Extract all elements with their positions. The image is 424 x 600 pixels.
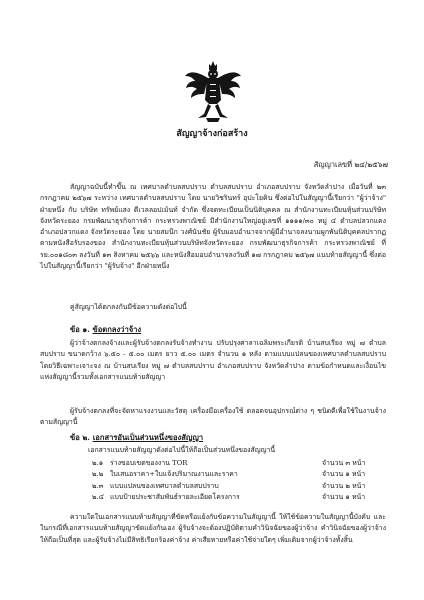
clause-1-text: ผู้ว่าจ้างตกลงจ้างและผู้รับจ้างตกลงรับจ้างทำงาน ปรับปรุงศาลาเฉลิมพระเกียรติ บ้านสบเรียง หมู่ ๗ ตำบลสบปราบ ขนาดกว้าง ๖.๕๐ - ๕.๐๐ เมตร ยาว ๕.๐๐ เมตร จำนวน ๑ หลัง ตามแบบแปลนของเทศบาลตำบลสบปราบ โดยวิธีเฉพาะเจาะจง ณ บ้านสบเรียง หมู่ ๗ ตำบลสบปราบ อำเภอสบปราบ จังหวัดลำปาง ตามข้อกำหนดและเงื่อนไขแห่งสัญญานี้รวมทั้งเอกสารแนบท้ายสัญญา xyxy=(40,339,386,381)
clause-1-title: ข้อตกลงว่าจ้าง xyxy=(92,325,142,334)
clause-1-number: ข้อ ๑. xyxy=(70,325,90,334)
contract-page: สัญญาจ้างก่อสร้าง สัญญาเลขที่ ๒๔/๒๕๖๗ สัญญาฉบับนี้ทำขึ้น ณ เทศบาลตำบลสบปราบ ตำบลสบปราบ อำเภอสบปราบ จังหวัดลำปาง เมื่อวันที่ ๒๓ กรกฎาคม ๒๕๖๗ ระหว่าง เทศบาลตำบลสบปราบ โดย นายวิชรินทร์ อุปะโยคิน ซึ่งต่อไปในสัญญานี้เรียกว่า "ผู้ว่าจ้าง" ฝ่ายหนึ่ง กับ บริษัท ทรัพย์แสง ดีเวลลอปเม้นท์ จำกัด ซึ่งจดทะเบียนเป็นนิติบุคคล ณ สำนักงานทะเบียนหุ้นส่วนบริษัท จังหวัดระยอง กรมพัฒนาธุรกิจการค้า กระทรวงพาณิชย์ มีสำนักงานใหญ่อยู่เลขที่ ๑๑๑๑/๓๐ หมู่ ๔ ตำบลปลวกแดง อำเภอปลวกแดง จังหวัดระยอง โดย นายสมนึก วงศ์นันชัย ผู้รับมอบอำนาจจากผู้มีอำนาจลงนามผูกพันนิติบุคคลปรากฏตามหนังสือรับรองของ สำนักงานทะเบียนหุ้นส่วนบริษัทจังหวัดระยอง กรมพัฒนาธุรกิจการค้า กระทรวงพาณิชย์ ที่ รย.๐๐๑๘๐๓ ลงวันที่ ๑๓ สิงหาคม ๒๕๖๖ และหนังสือมอบอำนาจลงวันที่ ๑๗ กรกฎาคม ๒๕๖๗ แนบท้ายสัญญานี้ ซึ่งต่อไปในสัญญานี้เรียกว่า "ผู้รับจ้าง" อีกฝ่ายหนึ่ง คู่สัญญาได้ตกลงกันมีข้อความดังต่อไปนี้ ข้อ ๑. ข้อตกลงว่าจ้าง ผู้ว่าจ้างตกลงจ้างและผู้รับจ้างตกลงรับจ้างทำงาน ปรับปรุงศาลาเฉลิมพระเกียรติ บ้านสบเรียง หมู่ ๗ ตำบลสบปราบ ขนาดกว้าง ๖.๕๐ - ๕.๐๐ เมตร ยาว ๕.๐๐ เมตร จำนวน ๑ หลัง ตามแบบแปลนของเทศบาลตำบลสบปราบ โดยวิธีเฉพาะเจาะจง ณ บ้านสบเรียง หมู่ ๗ ตำบลสบปราบ อำเภอสบปราบ จังหวัดลำปาง ตามข้อกำหนดและเงื่อนไขแห่งสัญญานี้รวมทั้งเอกสารแนบท้ายสัญญา ผู้รับจ้างตกลงที่จะจัดหาแรงงานและวัสดุ เครื่องมือเครื่องใช้ ตลอดจนอุปกรณ์ต่าง ๆ ชนิดดีเพื่อใช้ในงานจ้างตามสัญญานี้ ข้อ ๒. เอกสารอันเป็นส่วนหนึ่งของสัญญา เอกสารแนบท้ายสัญญาดังต่อไปนี้ให้ถือเป็นส่วนหนึ่งของสัญญานี้ ๒.๑ ร่างขอบเขตของงาน TOR จำนวน ๓ หน้า ๒.๒ ใบเสนอราคา+ใบแจ้งปริมาณงานและราคา จำนวน ๑ หน้า ๒.๓ แบบแปลนของเทศบาลตำบลสบปราบ จำนวน ๒ หน้า ๒.๔ แบบป้ายประชาสัมพันธ์รายละเอียดโครงการ จำนวน ๑ หน้า ความใดในเอกสารแนบท้ายสัญญาที่ขัดหรือแย้งกับข้อความในสัญญานี้ ให้ใช้ข้อความในสัญญานี้บังคับ และในกรณีที่เอกสารแนบท้ายสัญญาขัดแย้งกันเอง ผู้รับจ้างจะต้องปฏิบัติตามคำวินิจฉัยของผู้ว่าจ้าง คำวินิจฉัยของผู้ว่าจ้างให้ถือเป็นที่สุด และผู้รับจ้างไม่มีสิทธิเรียกร้องค่าจ้าง ค่าเสียหายหรือค่าใช้จ่ายใดๆ เพิ่มเติมจากผู้ว่าจ้างทั้งสิ้น xyxy=(0,0,424,600)
document-title: สัญญาจ้างก่อสร้าง xyxy=(176,129,248,139)
agreement-line: คู่สัญญาได้ตกลงกันมีข้อความดังต่อไปนี้ xyxy=(70,303,187,311)
clause-2-closing: ความใดในเอกสารแนบท้ายสัญญาที่ขัดหรือแย้งกับข้อความในสัญญานี้ ให้ใช้ข้อความในสัญญานี้บังคับ และในกรณีที่เอกสารแนบท้ายสัญญาขัดแย้งกันเอง ผู้รับจ้างจะต้องปฏิบัติตามคำวินิจฉัยของผู้ว่าจ้าง คำวินิจฉัยของผู้ว่าจ้างให้ถือเป็นที่สุด และผู้รับจ้างไม่มีสิทธิเรียกร้องค่าจ้าง ค่าเสียหายหรือค่าใช้จ่ายใดๆ เพิ่มเติมจากผู้ว่าจ้างทั้งสิ้น xyxy=(40,513,386,544)
intro-paragraph: สัญญาฉบับนี้ทำขึ้น ณ เทศบาลตำบลสบปราบ ตำบลสบปราบ อำเภอสบปราบ จังหวัดลำปาง เมื่อวันที่ ๒๓ กรกฎาคม ๒๕๖๗ ระหว่าง เทศบาลตำบลสบปราบ โดย นายวิชรินทร์ อุปะโยคิน ซึ่งต่อไปในสัญญานี้เรียกว่า "ผู้ว่าจ้าง" ฝ่ายหนึ่ง กับ บริษัท ทรัพย์แสง ดีเวลลอปเม้นท์ จำกัด ซึ่งจดทะเบียนเป็นนิติบุคคล ณ สำนักงานทะเบียนหุ้นส่วนบริษัท จังหวัดระยอง กรมพัฒนาธุรกิจการค้า กระทรวงพาณิชย์ มีสำนักงานใหญ่อยู่เลขที่ ๑๑๑๑/๓๐ หมู่ ๔ ตำบลปลวกแดง อำเภอปลวกแดง จังหวัดระยอง โดย นายสมนึก วงศ์นันชัย ผู้รับมอบอำนาจจากผู้มีอำนาจลงนามผูกพันนิติบุคคลปรากฏตามหนังสือรับรองของ สำนักงานทะเบียนหุ้นส่วนบริษัทจังหวัดระยอง กรมพัฒนาธุรกิจการค้า กระทรวงพาณิชย์ ที่ รย.๐๐๑๘๐๓ ลงวันที่ ๑๓ สิงหาคม ๒๕๖๖ และหนังสือมอบอำนาจลงวันที่ ๑๗ กรกฎาคม ๒๕๖๗ แนบท้ายสัญญานี้ ซึ่งต่อไปในสัญญานี้เรียกว่า "ผู้รับจ้าง" อีกฝ่ายหนึ่ง xyxy=(40,183,386,271)
garuda-emblem-icon xyxy=(184,60,242,122)
clause-1-heading xyxy=(70,324,141,336)
contract-number: สัญญาเลขที่ ๒๔/๒๕๖๗ xyxy=(313,160,388,169)
clause-2-heading xyxy=(70,432,203,444)
clause-2-title: เอกสารอันเป็นส่วนหนึ่งของสัญญา xyxy=(92,433,204,442)
clause-1-text-2: ผู้รับจ้างตกลงที่จะจัดหาแรงงานและวัสดุ เครื่องมือเครื่องใช้ ตลอดจนอุปกรณ์ต่าง ๆ ชนิดดีเพื่อใช้ในงานจ้างตามสัญญานี้ xyxy=(40,407,386,427)
clause-2-number: ข้อ ๒. xyxy=(70,433,91,442)
clause-2-lead: เอกสารแนบท้ายสัญญาดังต่อไปนี้ให้ถือเป็นส่วนหนึ่งของสัญญานี้ xyxy=(88,446,276,454)
